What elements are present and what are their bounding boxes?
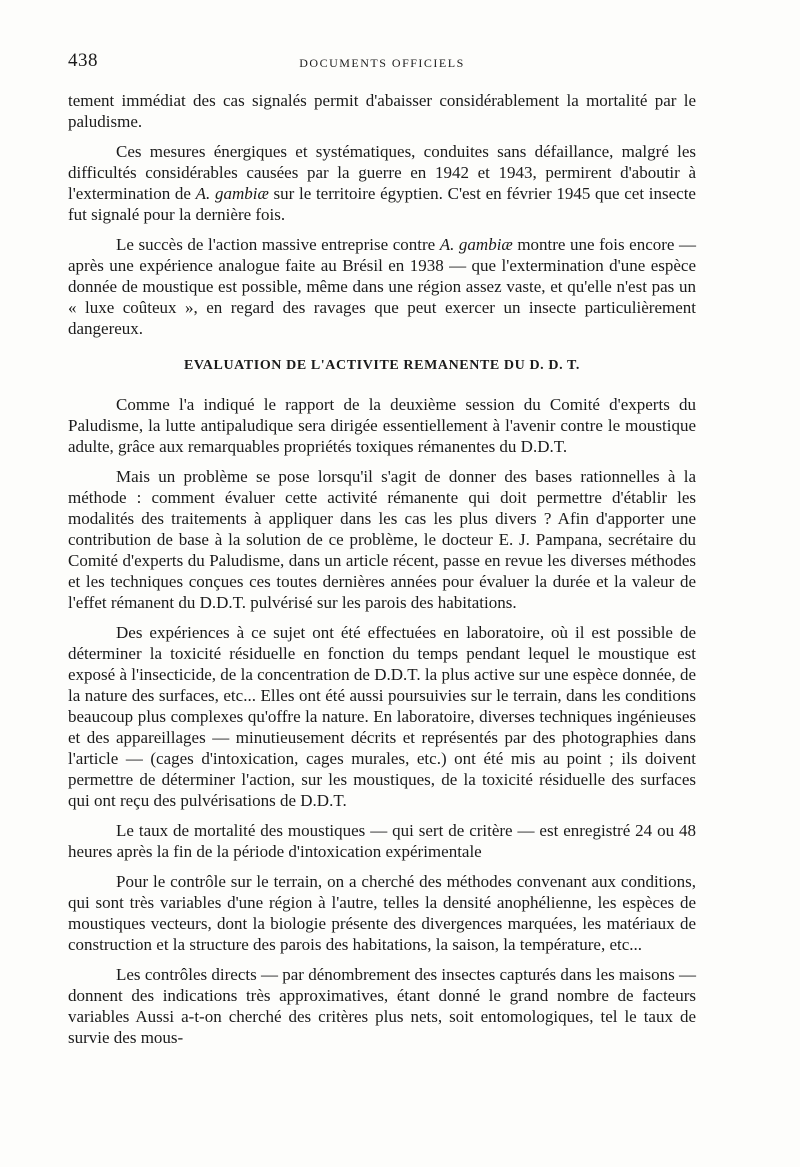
- paragraph-continuation: tement immédiat des cas signalés permit d'abaisser considérablement la mortalité par le paludisme.: [68, 91, 696, 131]
- paragraph-text: Ces mesures énergiques et systématiques, conduites sans défaillance, malgré les difficultés considérables causées par la guerre en 1942 et 1943, permirent d'aboutir à l'extermination de: [68, 142, 696, 203]
- species-name: A. gambiæ: [195, 184, 269, 203]
- page-number: 438: [68, 50, 98, 71]
- body-text: [68, 90, 696, 1057]
- paragraph-mortality: Le taux de mortalité des moustiques — qui sert de critère — est enregistré 24 ou 48 heures après la fin de la période d'intoxication expérimentale: [68, 821, 696, 861]
- paragraph-text: montre une fois encore — après une expérience analogue faite au Brésil en 1938 — que l'extermination d'une espèce donnée de moustique est possible, même dans une région assez vaste, et qu'elle n'est pas un « luxe coûteux », en regard des ravages que peut exercer un insecte particulièrement dangereux.: [68, 235, 696, 338]
- paragraph-direct-controls: Les contrôles directs — par dénombrement des insectes capturés dans les maisons — donnent des indications très approximatives, étant donné le grand nombre de facteurs variables Aussi a-t-on cherché des critères plus nets, soit entomologiques, tel le taux de survie des mous-: [68, 965, 696, 1047]
- species-name: A. gambiæ: [439, 235, 513, 254]
- paragraph-committee: Comme l'a indiqué le rapport de la deuxième session du Comité d'experts du Paludisme, la lutte antipaludique sera dirigée essentiellement à l'avenir contre le moustique adulte, grâce aux remarquables propriétés toxiques rémanentes du D.D.T.: [68, 395, 696, 456]
- paragraph-field-control: Pour le contrôle sur le terrain, on a cherché des méthodes convenant aux conditions, qui sont très variables d'une région à l'autre, telles la densité anophélienne, les espèces de moustiques vecteurs, dont la biologie présente des divergences marquées, les matériaux de construction et la structure des parois des habitations, la saison, la température, etc...: [68, 872, 696, 954]
- paragraph-success: [68, 234, 696, 339]
- paragraph-text: sur le territoire égyptien. C'est en février 1945 que cet insecte fut signalé pour la dernière fois.: [68, 184, 696, 224]
- page-header: [68, 50, 696, 74]
- paragraph-problem: Mais un problème se pose lorsqu'il s'agit de donner des bases rationnelles à la méthode : comment évaluer cette activité rémanente qui doit permettre d'établir les modalités des traitements à appliquer dans les cas les plus divers ? Afin d'apporter une contribution de base à la solution de ce problème, le docteur E. J. Pampana, secrétaire du Comité d'experts du Paludisme, dans un article récent, passe en revue les diverses méthodes et les techniques conçues ces toutes dernières années pour évaluer la durée et la valeur de l'effet rémanent du D.D.T. pulvérisé sur les parois des habitations.: [68, 467, 696, 612]
- paragraph-text: Le succès de l'action massive entreprise contre: [116, 235, 440, 254]
- running-title: DOCUMENTS OFFICIELS: [299, 56, 465, 70]
- section-heading: EVALUATION DE L'ACTIVITE REMANENTE DU D. D. T.: [183, 358, 581, 373]
- paragraph-experiments: Des expériences à ce sujet ont été effectuées en laboratoire, où il est possible de déterminer la toxicité résiduelle en fonction du temps pendant lequel le moustique est exposé à l'insecticide, de la concentration de D.D.T. la plus active sur une espèce donnée, de la nature des surfaces, etc... Elles ont été aussi poursuivies sur le terrain, dans les conditions beaucoup plus complexes qu'offre la nature. En laboratoire, diverses techniques ingénieuses et des appareillages — minutieusement décrits et représentés par des photographies dans l'article — (cages d'intoxication, cages murales, etc.) ont été mis au point ; ils doivent permettre de déterminer l'action, sur les moustiques, de la toxicité résiduelle des surfaces qui ont reçu des pulvérisations de D.D.T.: [68, 623, 696, 810]
- paragraph-extermination: [68, 141, 696, 225]
